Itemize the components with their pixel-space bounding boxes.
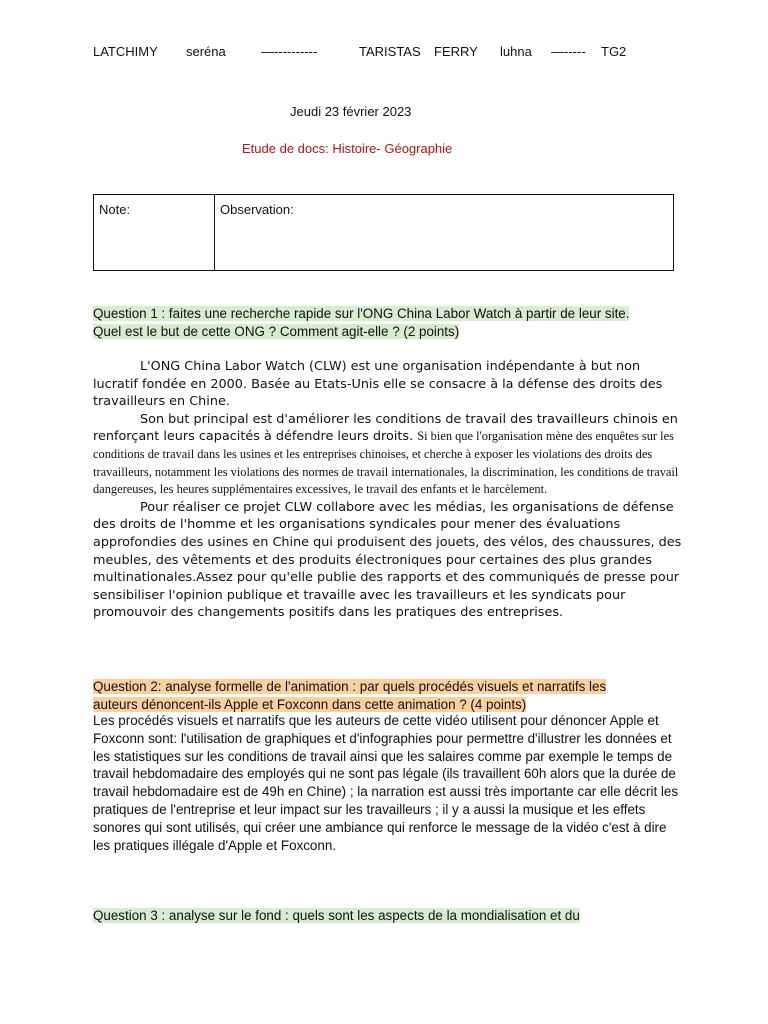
question-2 <box>93 678 606 713</box>
note-cell <box>94 195 215 271</box>
student1-first-name: seréna <box>186 44 226 59</box>
header-separator-1: —---------- <box>261 44 318 59</box>
question-1 <box>93 305 629 340</box>
student1-last-name: LATCHIMY <box>93 44 158 59</box>
question-1-line-1: Question 1 : faites une recherche rapide sur l'ONG China Labor Watch à partir de leur site. <box>93 306 630 321</box>
answer-1 <box>93 358 683 622</box>
answer-2: Les procédés visuels et narratifs que les auteurs de cette vidéo utilisent pour dénoncer Apple et Foxconn sont: l'utilisation de graphiques et d'infographies pour permettre d'illustrer les données et les statistiques sur les conditions de travail ainsi que les salaires comme par exemple le temps de travail hebdomadaire des employés qui ne sont pas légale (ils travaillent 60h alors que la durée de travail hebdomadaire est de 49h en Chine) ; la narration est aussi très importante car elle décrit les pratiques de l'entreprise et leur impact sur les travailleurs ; il y a aussi la musique et les effets sonores qui sont utilisés, qui créer une ambiance qui renforce le message de la vidéo c'est à dire les pratiques illégale d'Apple et Foxconn. <box>93 713 679 853</box>
note-label: Note: <box>99 202 131 217</box>
document-subtitle: Etude de docs: Histoire- Géographie <box>242 141 453 156</box>
student2-first-name: luhna <box>500 44 532 59</box>
answer-1-paragraph-3: Pour réaliser ce projet CLW collabore avec les médias, les organisations de défense des droits de l'homme et les organisations syndicales pour mener des évaluations approfondies des usines en Chine qui produisent des jouets, des vélos, des chaussures, des meubles, des vêtements et des produits électroniques pour certaines des plus grandes multinationales.Assez pour qu'elle publie des rapports et des communiqués de presse pour sensibiliser l'opinion publique et travaille avec les travailleurs et les syndicats pour promouvoir des changements positifs dans les pratiques des entreprises. <box>93 499 682 621</box>
answer-1-paragraph-2-serif: Si bien que l'organisation mène des enquêtes sur les conditions de travail dans les usines et les entreprises chinoises, et cherche à exposer les violations des droits des travailleurs, notamment les violations des normes de travail internationales, la discrimination, les conditions de travail dangereuses, les heures supplémentaires excessives, le travail des enfants et le harcèlement. <box>93 429 679 497</box>
question-3-line-1: Question 3 : analyse sur le fond : quels sont les aspects de la mondialisation et du <box>93 908 580 923</box>
answer-1-paragraph-2 <box>93 411 683 499</box>
observation-label: Observation: <box>220 202 294 217</box>
class-name: TG2 <box>601 44 627 59</box>
document-date: Jeudi 23 février 2023 <box>290 104 412 119</box>
answer-1-paragraph-2-sans: Son but principal est d'améliorer les conditions de travail des travailleurs chinois en renforçant leurs capacités à défendre leurs droits. <box>93 411 678 445</box>
question-2-line-2: auteurs dénoncent-ils Apple et Foxconn dans cette animation ? (4 points) <box>93 696 527 712</box>
observation-cell <box>215 195 674 271</box>
question-2-line-1: Question 2: analyse formelle de l'animation : par quels procédés visuels et narratifs les <box>93 679 607 694</box>
answer-1-paragraph-1: L'ONG China Labor Watch (CLW) est une organisation indépendante à but non lucratif fondée en 2000. Basée au Etats-Unis elle se consacre à la défense des droits des travailleurs en Chine. <box>93 359 663 410</box>
header-separator-2: —----- <box>551 44 586 59</box>
question-3 <box>93 907 580 925</box>
grade-table <box>93 194 674 271</box>
question-1-line-2: Quel est le but de cette ONG ? Comment agit-elle ? (2 points) <box>93 323 460 339</box>
student2-middle-name: FERRY <box>434 44 478 59</box>
student2-last-name: TARISTAS <box>359 44 421 59</box>
